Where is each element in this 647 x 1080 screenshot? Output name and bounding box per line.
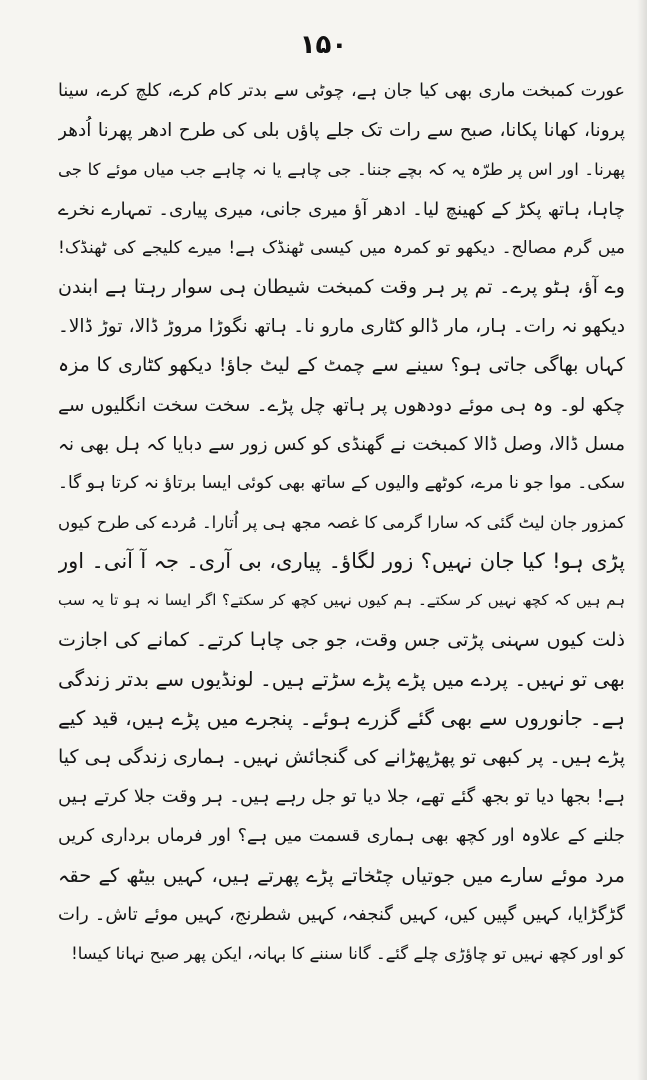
page-number: ۱۵۰ (299, 30, 348, 60)
text-line: چکھ لو۔ وہ ہی موئے دودھوں پر ہاتھ چل پڑے۔ سخت سخت انگلیوں سے (58, 394, 625, 416)
text-line: ہے۔ جانوروں سے بھی گئے گزرے ہوئے۔ پنجرے میں پڑے ہیں، قید کیے (58, 706, 625, 730)
text-line: سکی۔ موا جو نا مرے، کوٹھے والیوں کے ساتھ بھی کوئی ایسا برتاؤ نہ کرتا ہو گا۔ (58, 472, 625, 493)
text-line: چاہا، ہاتھ پکڑ کے کھینچ لیا۔ ادھر آؤ میری جانی، میری پیاری۔ تمہارے نخرے (58, 198, 625, 220)
text-line: دیکھو نہ رات۔ ہار، مار ڈالو کٹاری مارو نا۔ ہاتھ نگوڑا مروڑ ڈالا، توڑ ڈالا۔ (58, 316, 625, 338)
text-line: بھی تو نہیں۔ پردے میں پڑے پڑے سڑتے ہیں۔ لونڈیوں سے بدتر زندگی (58, 666, 625, 691)
text-line: میں گرم مصالح۔ دیکھو تو کمرہ میں کیسی ٹھنڈک ہے! میرے کلیجے کی ٹھنڈک! (58, 237, 625, 258)
text-line: وے آؤ، ہٹو پرے۔ تم پر ہر وقت کمبخت شیطان ہی سوار رہتا ہے ابندن (58, 275, 625, 298)
text-line: کمزور جان لیٹ گئی کہ سارا گرمی کا غصہ مجھ ہی پر اُتارا۔ مُردے کی طرح کیوں (58, 513, 625, 533)
text-line: مرد موئے سارے میں جوتیاں چٹخاتے پڑے پھرتے ہیں، کہیں بیٹھ کے حقہ (58, 863, 625, 887)
text-line: ہے! بجھا دیا تو بجھ گئے تھے، جلا دیا تو جل رہے ہیں۔ ہر وقت جلا کرتے ہیں (58, 786, 625, 808)
text-line: پھرنا۔ اور اس پر طرّہ یہ کہ بچے جننا۔ جی چاہے یا نہ چاہے جب میاں موئے کا جی (58, 160, 625, 180)
text-line: پرونا، کھانا پکانا، صبح سے رات تک جلے پاؤں بلی کی طرح ادھر پھرنا اُدھر (58, 120, 625, 142)
text-line: جلنے کے علاوہ اور کچھ بھی ہماری قسمت میں ہے؟ اور فرماں برداری کریں (58, 825, 625, 846)
scan-edge-shadow (637, 0, 647, 1080)
body-text (58, 72, 625, 973)
text-line: ذلت کیوں سہنی پڑتی جس وقت، جو جی چاہا کرتے۔ کمانے کی اجازت (58, 628, 625, 651)
text-line: پڑی ہو! کیا جان نہیں؟ زور لگاؤ۔ پیاری، بی آری۔ جہ آ آنی۔ اور (58, 549, 625, 574)
text-line: گڑگڑایا، کہیں گپیں کیں، کہیں گنجفہ، کہیں شطرنج، کہیں موئے تاش۔ رات (58, 903, 625, 925)
text-line: عورت کمبخت ماری بھی کیا جان ہے، چوٹی سے بدتر کام کرے، کلچ کرے، سینا (58, 81, 625, 101)
text-line: کہاں بھاگی جاتی ہو؟ سینے سے چمٹ کے لیٹ جاؤ! دیکھو کٹاری کا مزہ (58, 354, 625, 377)
text-line: کو اور کچھ نہیں تو چاؤڑی چلے گئے۔ گانا سننے کا بہانہ، ایکن پھر صبح نہانا کیسا! (71, 944, 625, 964)
text-line: پڑے ہیں۔ پر کبھی تو پھڑپھڑانے کی گنجائش نہیں۔ ہماری زندگی ہی کیا (58, 746, 625, 769)
text-line: ہم ہیں کہ کچھ نہیں کر سکتے۔ ہم کیوں نہیں کچھ کر سکتے؟ اگر ایسا نہ ہو تا یہ سب (58, 591, 625, 610)
text-line: مسل ڈالا، وصل ڈالا کمبخت نے گھنڈی کو کس زور سے دبایا کہ ہل بھی نہ (58, 433, 625, 455)
